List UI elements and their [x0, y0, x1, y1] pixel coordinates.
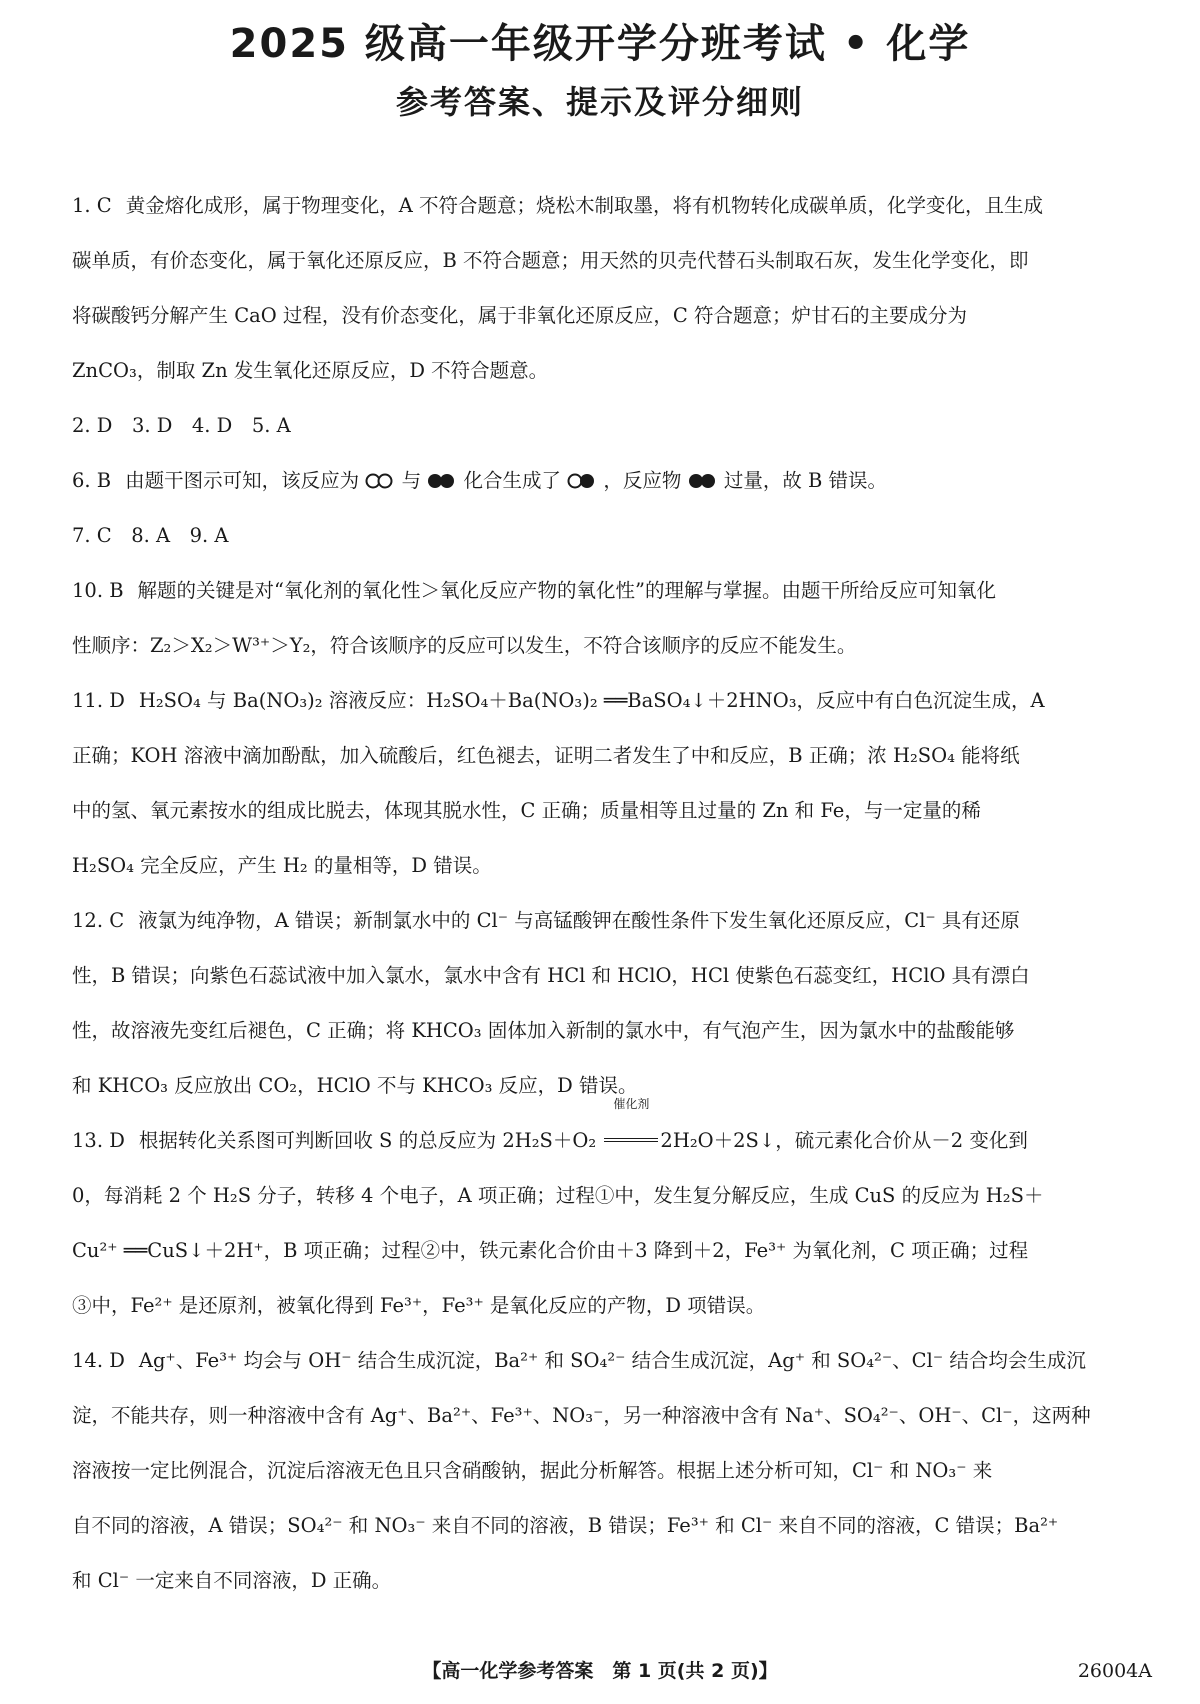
answer-text: 根据转化关系图可判断回收 S 的总反应为 2H₂S＋O₂: [138, 1129, 603, 1152]
answer-text: 性顺序：Z₂＞X₂＞W³⁺＞Y₂，符合该顺序的反应可以发生，不符合该顺序的反应不能发生。: [72, 634, 857, 657]
answer-number: 14. D: [72, 1349, 125, 1372]
answer-6: [72, 453, 1152, 508]
answer-text: 碳单质，有价态变化，属于氧化还原反应，B 不符合题意；用天然的贝壳代替石头制取石灰，发生化学变化，即: [72, 249, 1029, 272]
answer-text: 性，B 错误；向紫色石蕊试液中加入氯水，氯水中含有 HCl 和 HClO，HCl 使紫色石蕊变红，HClO 具有漂白: [72, 964, 1030, 987]
answer-text: ZnCO₃，制取 Zn 发生氧化还原反应，D 不符合题意。: [72, 359, 549, 382]
page-title: 2025 级高一年级开学分班考试 • 化学: [229, 21, 971, 67]
answer-text: 0，每消耗 2 个 H₂S 分子，转移 4 个电子，A 项正确；过程①中，发生复分解反应，生成 CuS 的反应为 H₂S＋: [72, 1184, 1044, 1207]
equals-arrow: [604, 1138, 658, 1142]
answer-10: [72, 563, 1152, 673]
answer-text: 黄金熔化成形，属于物理变化，A 不符合题意；烧松木制取墨，将有机物转化成碳单质，化学变化，且生成: [125, 194, 1044, 217]
answer-text: H₂SO₄ 完全反应，产生 H₂ 的量相等，D 错误。: [72, 854, 492, 877]
answer-text: 液氯为纯净物，A 错误；新制氯水中的 Cl⁻ 与高锰酸钾在酸性条件下发生氧化还原反应，Cl⁻ 具有还原: [138, 909, 1020, 932]
answer-text: 解题的关键是对“氧化剂的氧化性＞氧化反应产物的氧化性”的理解与掌握。由题干所给反应可知氧化: [137, 579, 996, 602]
answer-text: 由题干图示可知，该反应为: [125, 469, 360, 492]
answer-number: 6. B: [72, 469, 112, 492]
catalyst-label: 催化剂: [613, 1097, 650, 1111]
answer-text: 和 KHCO₃ 反应放出 CO₂，HClO 不与 KHCO₃ 反应，D 错误。: [72, 1074, 638, 1097]
answer-text: ，反应物: [603, 469, 682, 492]
answers-7-9: [72, 508, 1152, 563]
answer-12: [72, 893, 1152, 1113]
page-subtitle: 参考答案、提示及评分细则: [395, 83, 804, 121]
answer-text: Cu²⁺ ══CuS↓＋2H⁺，B 项正确；过程②中，铁元素化合价由＋3 降到＋2，Fe³⁺ 为氧化剂，C 项正确；过程: [72, 1239, 1029, 1262]
answer-text: Ag⁺、Fe³⁺ 均会与 OH⁻ 结合生成沉淀，Ba²⁺ 和 SO₄²⁻ 结合生成沉淀，Ag⁺ 和 SO₄²⁻、Cl⁻ 结合均会生成沉: [138, 1349, 1086, 1372]
answer-11: [72, 673, 1152, 893]
answer-text: 与: [401, 469, 422, 492]
reaction-condition: [602, 1097, 660, 1168]
answer-text: ③中，Fe²⁺ 是还原剂，被氧化得到 Fe³⁺，Fe³⁺ 是氧化反应的产物，D 项错误。: [72, 1294, 766, 1317]
answer-1: [72, 178, 1152, 398]
answer-text: 自不同的溶液，A 错误；SO₄²⁻ 和 NO₃⁻ 来自不同的溶液，B 错误；Fe³⁺ 和 Cl⁻ 来自不同的溶液，C 错误；Ba²⁺: [72, 1514, 1059, 1537]
two-black-circles-icon: [688, 473, 718, 489]
answer-text: 性，故溶液先变红后褪色，C 正确；将 KHCO₃ 固体加入新制的氯水中，有气泡产生，因为氯水中的盐酸能够: [72, 1019, 1015, 1042]
answer-text: 7. C 8. A 9. A: [72, 524, 229, 547]
answer-text: 淀，不能共存，则一种溶液中含有 Ag⁺、Ba²⁺、Fe³⁺、NO₃⁻，另一种溶液中含有 Na⁺、SO₄²⁻、OH⁻、Cl⁻，这两种: [72, 1404, 1091, 1427]
answers-2-5: [72, 398, 1152, 453]
answer-text: 将碳酸钙分解产生 CaO 过程，没有价态变化，属于非氧化还原反应，C 符合题意；炉甘石的主要成分为: [72, 304, 968, 327]
white-black-circles-icon: [567, 473, 597, 489]
answer-number: 13. D: [72, 1129, 125, 1152]
answer-13: [72, 1097, 1152, 1333]
answer-list: [72, 178, 1152, 1608]
answer-number: 12. C: [72, 909, 125, 932]
answer-14: [72, 1333, 1152, 1608]
answer-number: 11. D: [72, 689, 125, 712]
two-white-circles-icon: [365, 473, 395, 489]
answer-text: 和 Cl⁻ 一定来自不同溶液，D 正确。: [72, 1569, 392, 1592]
answer-text: 正确；KOH 溶液中滴加酚酞，加入硫酸后，红色褪去，证明二者发生了中和反应，B 正确；浓 H₂SO₄ 能将纸: [72, 744, 1020, 767]
answer-text: 中的氢、氧元素按水的组成比脱去，体现其脱水性，C 正确；质量相等且过量的 Zn 和 Fe，与一定量的稀: [72, 799, 981, 822]
answer-text: 过量，故 B 错误。: [723, 469, 888, 492]
answer-number: 1. C: [72, 194, 112, 217]
answer-text: 化合生成了: [463, 469, 561, 492]
answer-text: 溶液按一定比例混合，沉淀后溶液无色且只含硝酸钠，据此分析解答。根据上述分析可知，Cl⁻ 和 NO₃⁻ 来: [72, 1459, 993, 1482]
page-footer: 【高一化学参考答案 第 1 页(共 2 页)】: [422, 1660, 778, 1682]
answer-number: 10. B: [72, 579, 124, 602]
answer-text: 2. D 3. D 4. D 5. A: [72, 414, 291, 437]
document-code: 26004A: [1077, 1660, 1152, 1682]
two-black-circles-icon: [427, 473, 457, 489]
answer-text: H₂SO₄ 与 Ba(NO₃)₂ 溶液反应：H₂SO₄＋Ba(NO₃)₂ ══BaSO₄↓＋2HNO₃，反应中有白色沉淀生成，A: [138, 689, 1045, 712]
answer-text: 2H₂O＋2S↓，硫元素化合价从－2 变化到: [660, 1129, 1028, 1152]
